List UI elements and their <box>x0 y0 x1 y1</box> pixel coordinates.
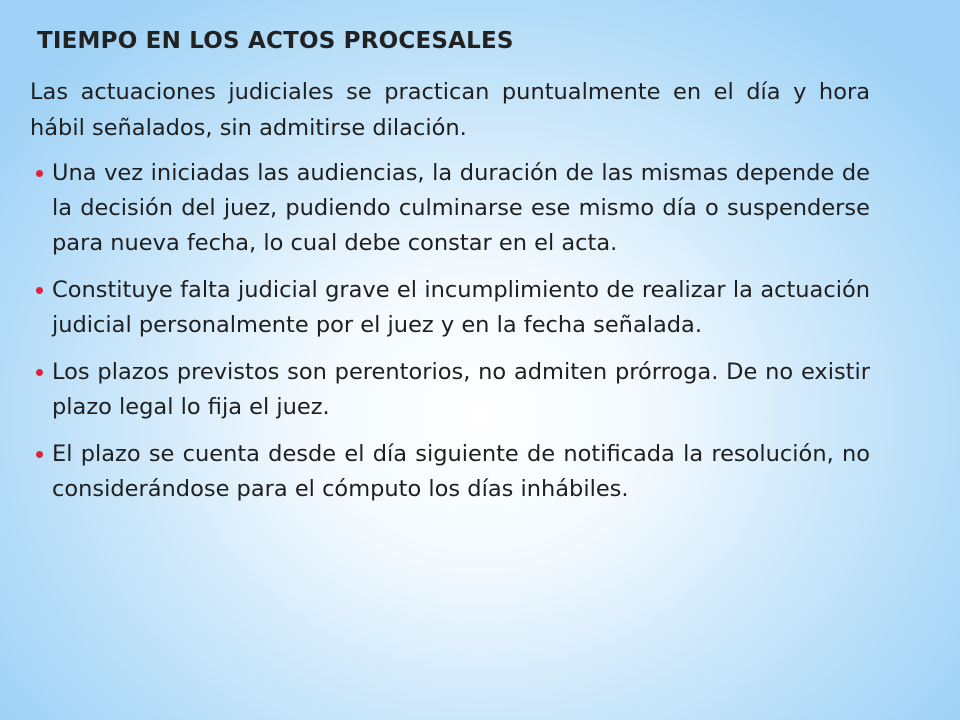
bullet-text: El plazo se cuenta desde el día siguiente de notificada la resolución, no considerándose para el cómputo los días inhábiles. <box>52 441 870 502</box>
bullet-item <box>30 273 870 343</box>
bullet-dot-icon <box>36 170 43 177</box>
bullet-dot-icon <box>36 369 43 376</box>
bullet-item <box>30 437 870 507</box>
bullet-text: Los plazos previstos son perentorios, no admiten prórroga. De no existir plazo legal lo fija el juez. <box>52 359 870 420</box>
bullet-dot-icon <box>36 287 43 294</box>
bullet-list <box>30 156 870 519</box>
bullet-text: Una vez iniciadas las audiencias, la duración de las mismas depende de la decisión del juez, pudiendo culminarse ese mismo día o suspenderse para nueva fecha, lo cual debe constar en el acta. <box>52 160 870 256</box>
intro-paragraph: Las actuaciones judiciales se practican puntualmente en el día y hora hábil señalados, sin admitirse dilación. <box>30 79 870 141</box>
bullet-item <box>30 156 870 261</box>
slide-title: TIEMPO EN LOS ACTOS PROCESALES <box>37 28 514 54</box>
bullet-text: Constituye falta judicial grave el incumplimiento de realizar la actuación judicial personalmente por el juez y en la fecha señalada. <box>52 277 870 338</box>
bullet-dot-icon <box>36 451 43 458</box>
bullet-item <box>30 355 870 425</box>
